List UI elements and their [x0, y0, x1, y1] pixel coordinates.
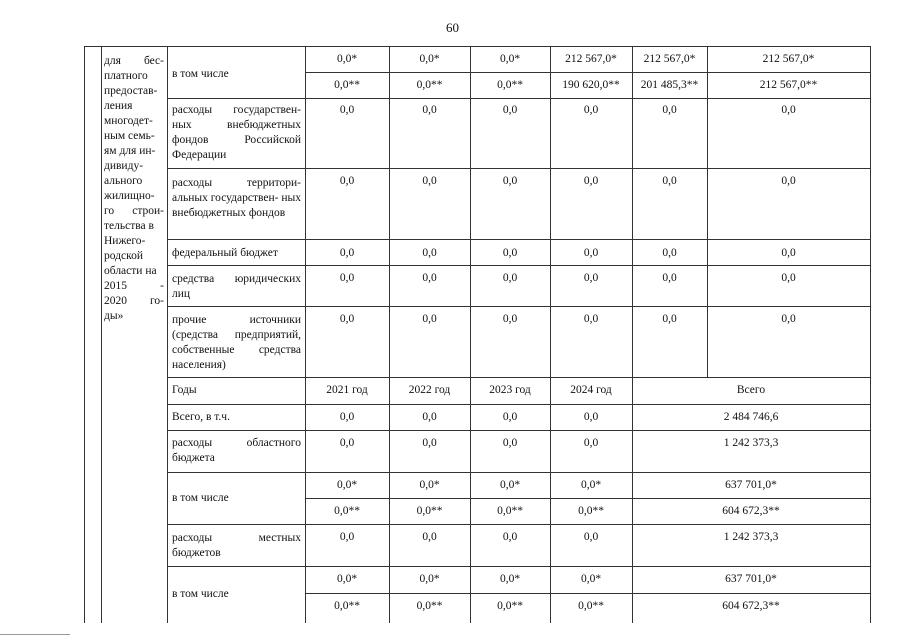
side-text-line: для	[104, 55, 121, 67]
table-cell: 0,0	[781, 104, 796, 116]
row-label: в том числе	[172, 492, 229, 504]
table-cell: 0,0*	[499, 53, 521, 65]
table-cell: 0,0	[502, 411, 518, 423]
table-cell: 0,0**	[334, 505, 360, 517]
table-cell: 0,0**	[334, 79, 360, 91]
table-cell: 0,0	[502, 104, 518, 116]
row-label: прочие источники (средства предприятий, собственные средства населения)	[172, 314, 301, 371]
row-label: средства юридических лиц	[172, 273, 301, 300]
table-cell: 637 701,0*	[725, 573, 777, 585]
scan-artifact-line	[0, 634, 70, 635]
table-cell: 0,0	[583, 531, 599, 543]
table-cell: 0,0	[339, 313, 355, 325]
column-header: 2024 год	[570, 384, 612, 396]
table-cell: 0,0**	[578, 505, 604, 517]
table-cell: 0,0	[583, 272, 599, 284]
side-text-line: ды»	[104, 310, 124, 322]
table-cell: 0,0**	[416, 79, 443, 91]
row-label: федеральный бюджет	[172, 247, 278, 259]
side-text-line: 2020	[104, 295, 127, 307]
side-text-line: ального	[104, 175, 143, 187]
table-cell: 0,0	[339, 531, 355, 543]
table-cell: 0,0**	[416, 505, 443, 517]
table-cell: 0,0**	[578, 600, 604, 612]
table-cell: 0,0	[583, 313, 599, 325]
side-text-line: жилищно-	[104, 190, 155, 202]
side-text-line: родской	[104, 250, 144, 262]
side-text-line: строи-	[132, 205, 164, 217]
table-cell: 0,0**	[497, 600, 523, 612]
table-cell: 0,0**	[497, 505, 523, 517]
table-cell: 0,0	[781, 175, 796, 187]
table-cell: 0,0	[781, 272, 796, 284]
side-text-line: го-	[149, 295, 164, 307]
side-text-line: предостав-	[104, 85, 158, 97]
row-label: Всего, в т.ч.	[172, 411, 230, 423]
row-label: расходы государствен- ных внебюджетных фондов Российской Федерации	[172, 104, 301, 161]
side-text-line: го	[104, 205, 115, 217]
column-header: 2021 год	[326, 384, 368, 396]
table-cell: 0,0**	[334, 600, 360, 612]
table-cell: 0,0	[422, 313, 437, 325]
table-cell: 0,0	[422, 175, 437, 187]
table-cell: 0,0	[339, 247, 355, 259]
table-cell: 0,0	[662, 104, 677, 116]
table-cell: 0,0**	[497, 79, 523, 91]
table-cell: 201 485,3**	[640, 79, 699, 91]
side-text-line: ным семь-	[104, 130, 155, 142]
table-cell: 0,0*	[499, 479, 521, 491]
table-cell: 0,0	[583, 175, 599, 187]
table-cell: 0,0	[339, 411, 355, 423]
table-cell: 0,0	[502, 531, 518, 543]
table-cell: 0,0*	[336, 479, 358, 491]
side-text-line: Нижего-	[104, 235, 146, 247]
row-label: расходы областного бюджета	[172, 437, 301, 464]
side-text-line: дивиду-	[104, 160, 144, 172]
table-cell: 637 701,0*	[725, 479, 777, 491]
table-cell: 0,0	[781, 313, 796, 325]
row-label: в том числе	[172, 68, 229, 80]
table-cell: 0,0	[422, 272, 437, 284]
table-cell: 0,0	[422, 247, 437, 259]
table-cell: 0,0	[502, 175, 518, 187]
column-header: 2022 год	[408, 384, 451, 396]
table-cell: 0,0	[502, 437, 518, 449]
row-label: расходы территори- альных государствен- ных внебюджетных фондов	[172, 177, 301, 219]
side-text-line: -	[160, 280, 164, 292]
table-cell: 0,0	[502, 313, 518, 325]
table-cell: 0,0*	[580, 479, 602, 491]
row-label: расходы местных бюджетов	[172, 532, 301, 559]
table-cell: 0,0*	[336, 53, 358, 65]
table-cell: 0,0	[339, 272, 355, 284]
page-number: 60	[446, 20, 459, 35]
table-cell: 0,0	[339, 104, 355, 116]
table-cell: 190 620,0**	[562, 79, 620, 91]
table-cell: 212 567,0*	[643, 53, 696, 65]
side-text-line: бес-	[143, 55, 164, 67]
column-header-total: Всего	[736, 384, 766, 396]
table-cell: 0,0	[662, 272, 677, 284]
table-cell: 0,0	[339, 175, 355, 187]
table-cell: 0,0**	[416, 600, 443, 612]
table-cell: 0,0*	[419, 573, 440, 585]
side-text-line: многодет-	[104, 115, 153, 127]
side-text-line: ям для ин-	[104, 145, 156, 157]
program-name-cell	[104, 54, 164, 324]
table-cell: 0,0	[662, 175, 677, 187]
table-cell: 0,0	[781, 247, 796, 259]
table-cell: 0,0	[422, 437, 437, 449]
table-cell: 0,0	[583, 411, 599, 423]
table-cell: 0,0	[583, 104, 599, 116]
table-cell: 0,0	[583, 247, 599, 259]
table-cell: 604 672,3**	[722, 600, 780, 612]
table-cell: 0,0	[422, 411, 437, 423]
table-cell: 0,0*	[419, 479, 440, 491]
column-header-years: Годы	[172, 384, 197, 396]
column-header: 2023 год	[489, 384, 531, 396]
table-cell: 0,0*	[419, 53, 440, 65]
table-cell: 0,0*	[336, 573, 358, 585]
table-cell: 0,0	[662, 313, 677, 325]
table-cell: 0,0	[422, 104, 437, 116]
table-cell: 1 242 373,3	[723, 437, 779, 449]
table-cell: 1 242 373,3	[723, 531, 779, 543]
side-text-line: области на	[104, 265, 157, 277]
table-cell: 212 567,0*	[762, 53, 815, 65]
table-cell: 212 567,0**	[759, 79, 818, 91]
table-cell: 0,0	[502, 247, 518, 259]
table-cell: 0,0	[662, 247, 677, 259]
table-cell: 0,0*	[580, 573, 602, 585]
table-cell: 0,0*	[499, 573, 521, 585]
side-text-line: 2015	[104, 280, 127, 292]
table-cell: 0,0	[502, 272, 518, 284]
side-text-line: тельства в	[104, 220, 154, 232]
table-cell: 0,0	[422, 531, 437, 543]
side-text-line: ления	[104, 100, 133, 112]
table-cell: 0,0	[339, 437, 355, 449]
table-cell: 212 567,0*	[565, 53, 617, 65]
table-cell: 604 672,3**	[722, 505, 780, 517]
table-cell: 0,0	[583, 437, 599, 449]
table-cell: 2 484 746,6	[723, 411, 779, 423]
side-text-line: платного	[104, 70, 148, 82]
row-label: в том числе	[172, 588, 229, 600]
